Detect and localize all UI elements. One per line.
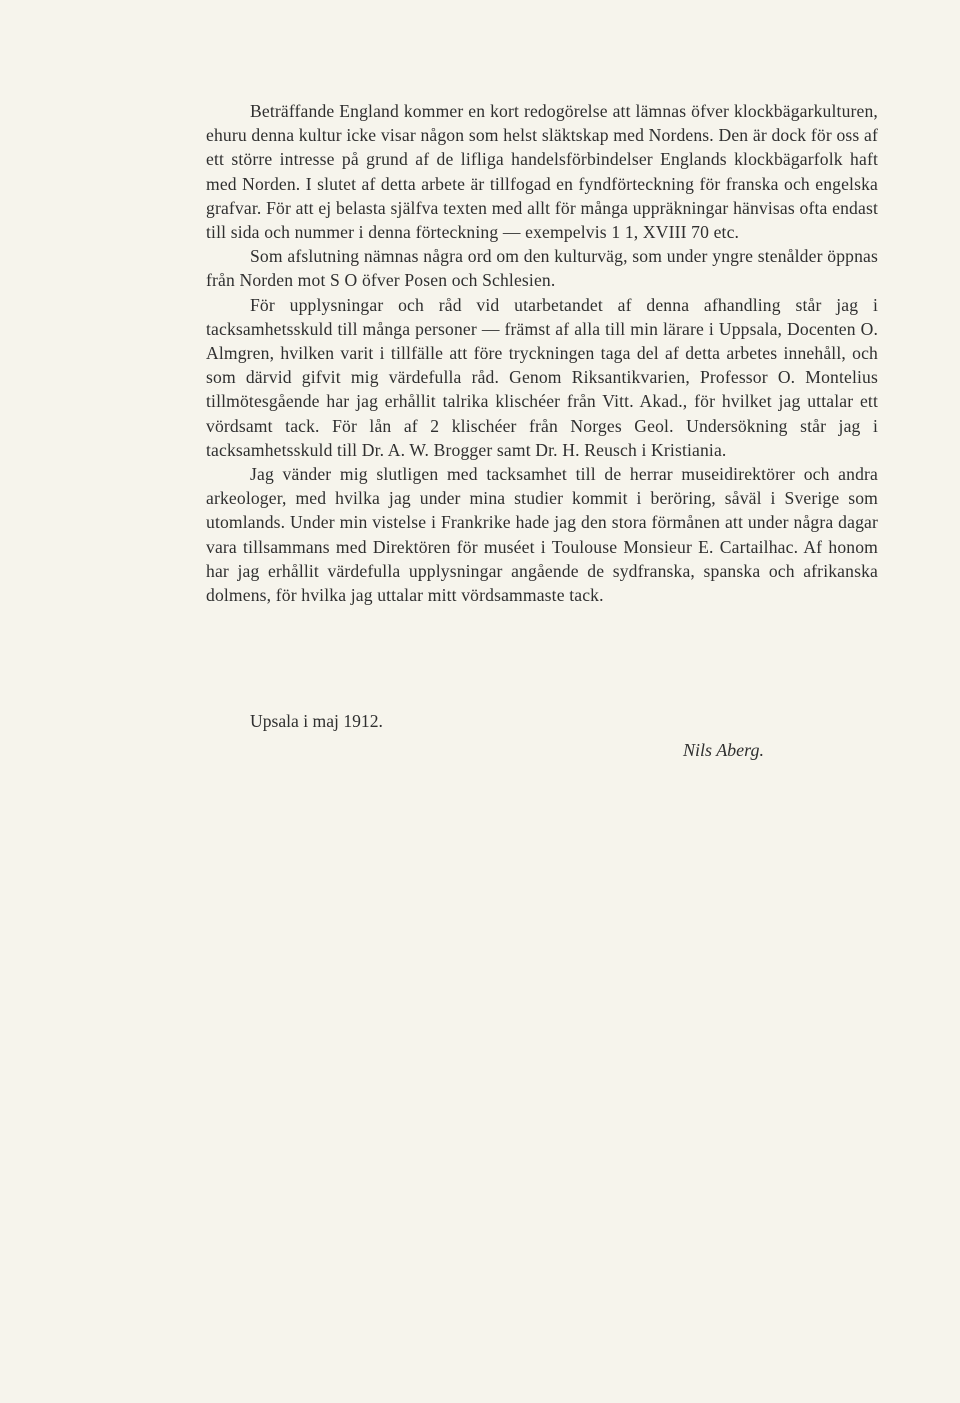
- paragraph-acknowledgements: För upplysningar och råd vid utarbetandet af denna afhandling står jag i tacksamhetsskuld till många personer — främst af alla till min lärare i Uppsala, Docenten O. Almgren, hvilken varit i tillfälle att före tryckningen taga del af detta arbetes innehåll, och som därvid gifvit mig värdefulla råd. Genom Riksantikvarien, Professor O. Montelius tillmötesgående har jag erhållit talrika klischéer från Vitt. Akad., för hvilket jag uttalar ett vördsamt tack. För lån af 2 klischéer från Norges Geol. Undersökning står jag i tacksamhetsskuld till Dr. A. W. Brogger samt Dr. H. Reusch i Kristiania.: [206, 294, 878, 460]
- author-signature: Nils Aberg.: [683, 740, 765, 760]
- paragraph-england: Beträffande England kommer en kort redogörelse att lämnas öfver klockbägarkulturen, ehuru denna kultur icke visar någon som helst släktskap med Nordens. Den är dock för oss af ett större intresse på grund af de lifliga handelsförbindelser Englands klockbägarfolk haft med Norden. I slutet af detta arbete är tillfogad en fyndförteckning för franska och engelska grafvar. För att ej belasta själfva texten med allt för många uppräkningar hänvisas ofta endast till sida och nummer i denna förteckning — exempelvis 1 1, XVIII 70 etc.: [206, 101, 878, 243]
- paragraph-conclusion: Som afslutning nämnas några ord om den kulturväg, som under yngre stenålder öppnas från Norden mot S O öfver Posen och Schlesien.: [206, 246, 878, 291]
- paragraph-thanks-museums: Jag vänder mig slutligen med tacksamhet till de herrar museidirektörer och andra arkeologer, med hvilka jag under mina studier kommit i beröring, såväl i Sverige som utomlands. Under min vistelse i Frankrike hade jag den stora förmånen att under några dagar vara tillsammans med Direktören för muséet i Toulouse Monsieur E. Cartailhac. Af honom har jag erhållit värdefulla upplysningar angående de sydfranska, spanska och afrikanska dolmens, för hvilka jag uttalar mitt vördsammaste tack.: [206, 464, 878, 606]
- place-date: Upsala i maj 1912.: [250, 711, 383, 731]
- body-text: [206, 99, 878, 607]
